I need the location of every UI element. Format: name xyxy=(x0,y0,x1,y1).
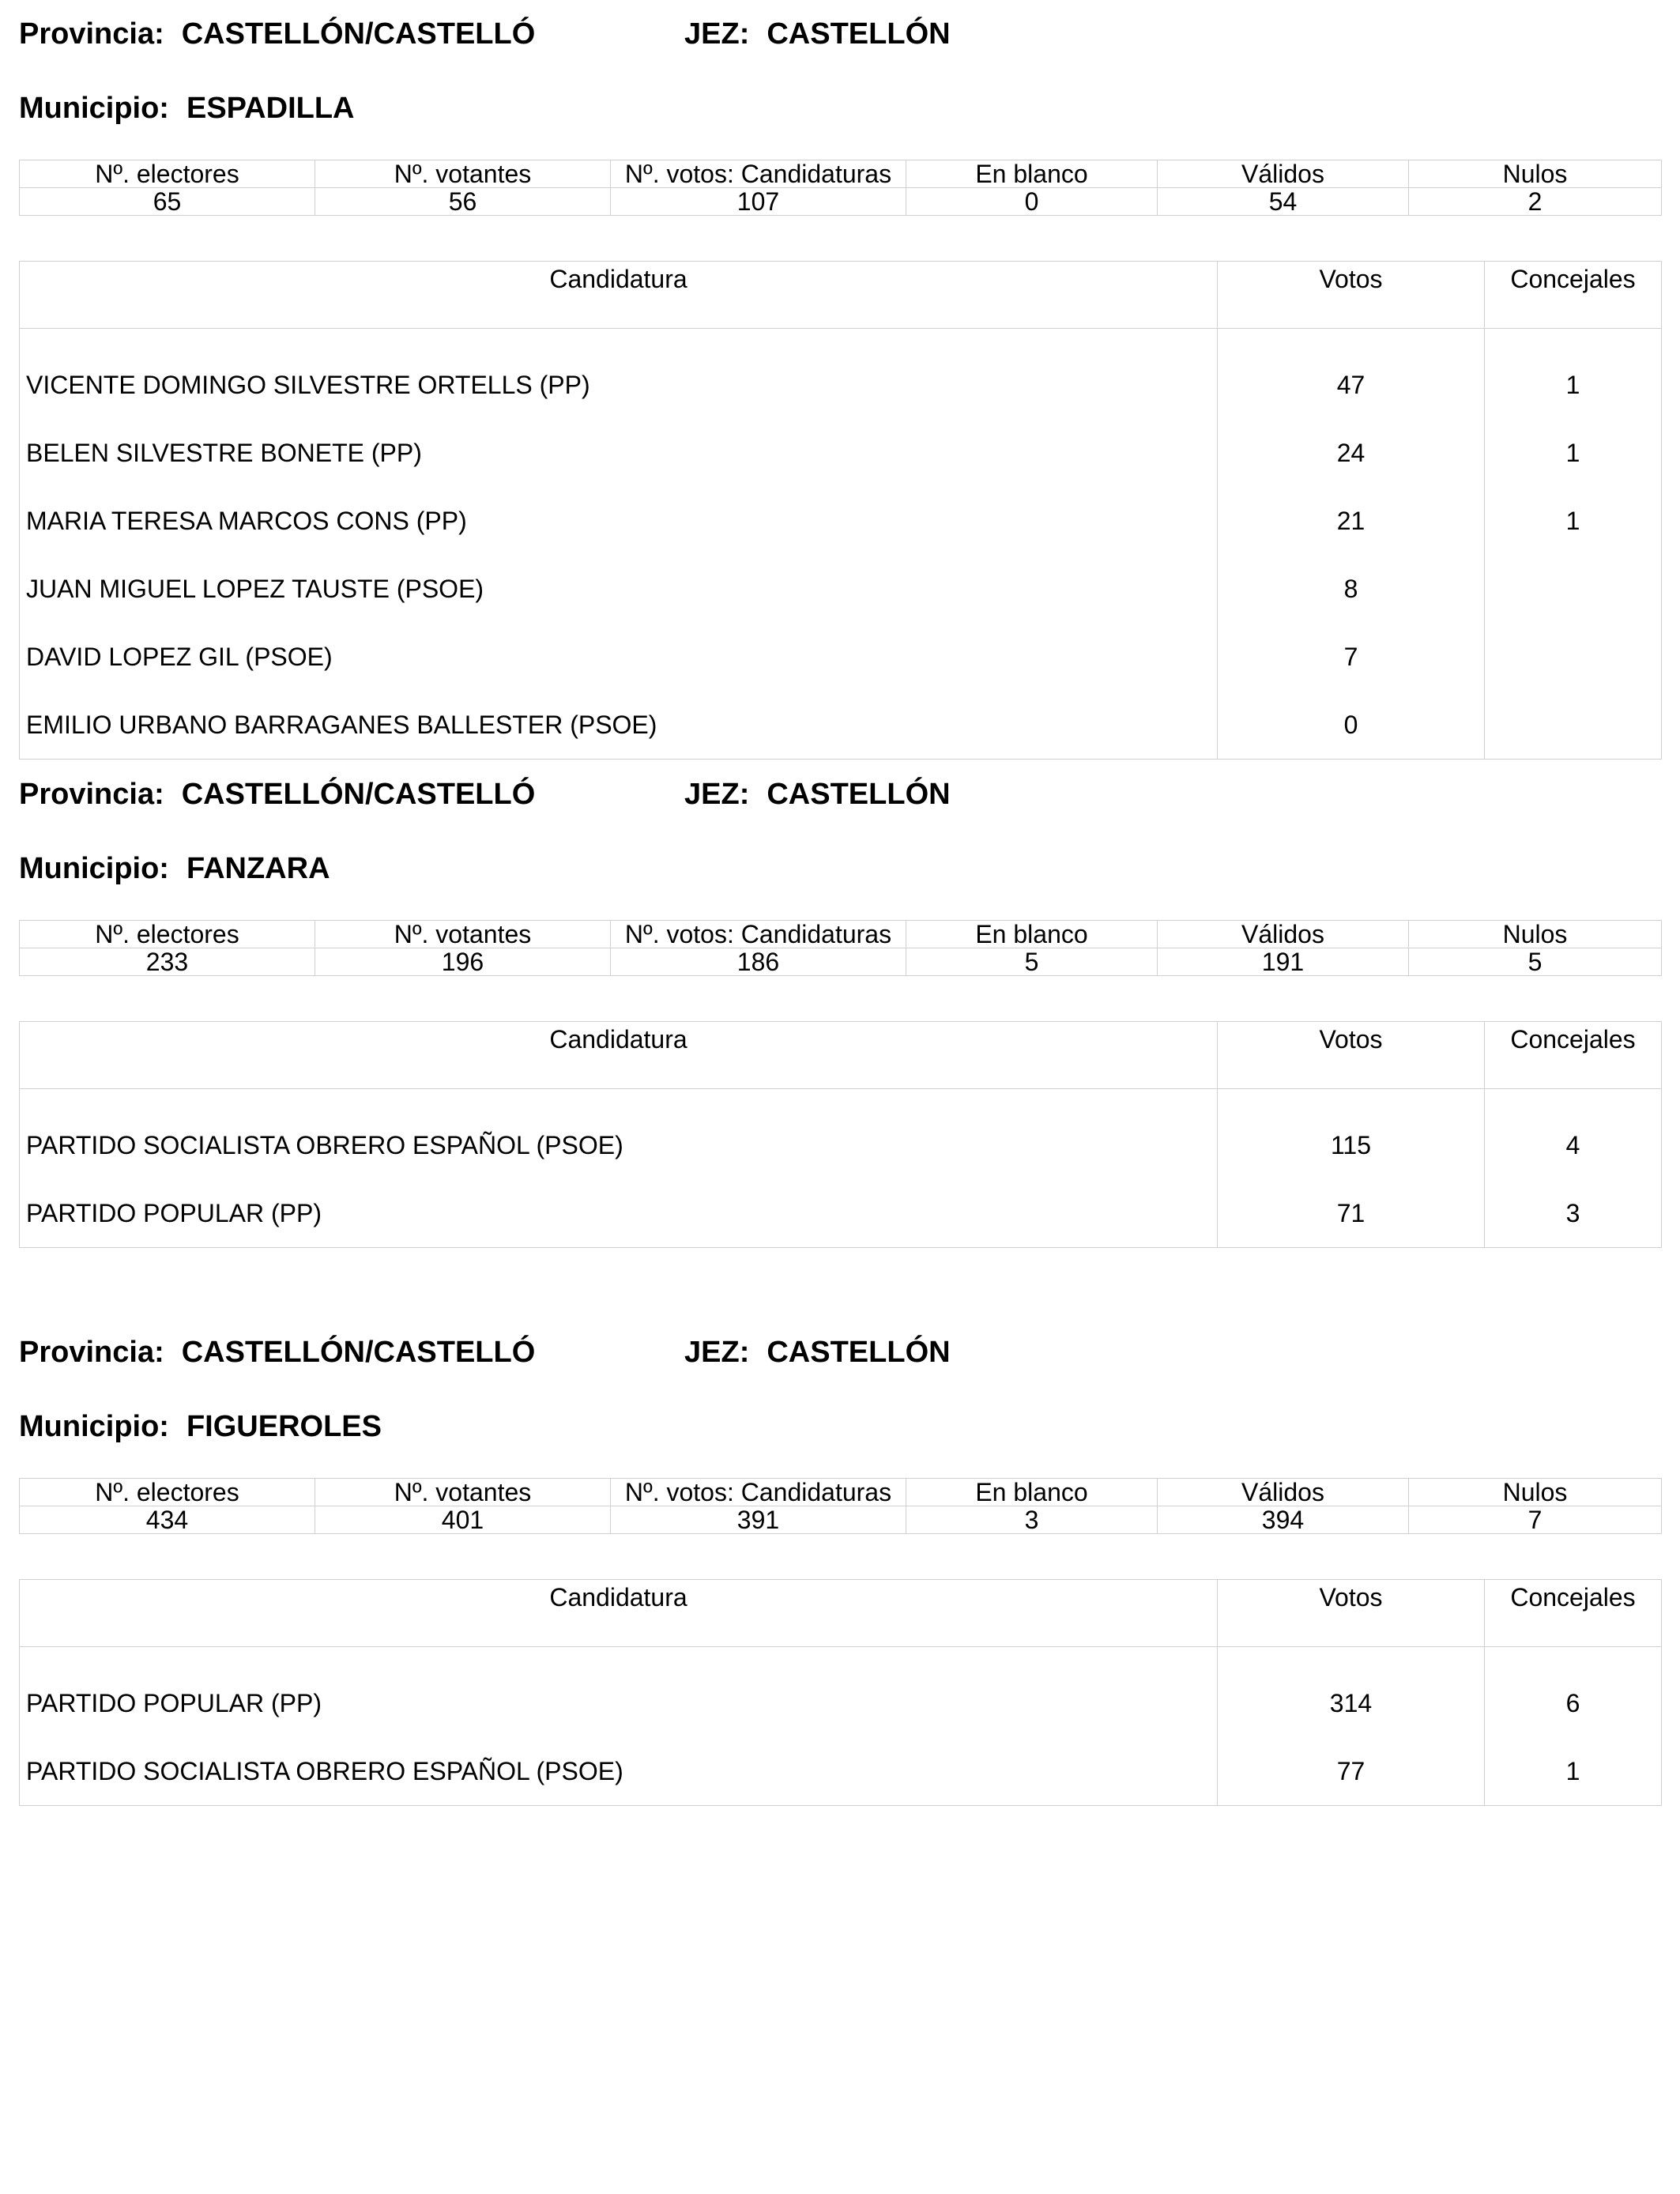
stats-value-row xyxy=(20,1506,1662,1534)
col-candidatura: Candidatura xyxy=(20,262,1218,329)
provincia-line xyxy=(19,775,537,814)
municipio-line xyxy=(19,89,355,128)
provincia-value: CASTELLÓN/CASTELLÓ xyxy=(181,17,536,51)
table-row xyxy=(20,487,1662,555)
col-concejales: Concejales xyxy=(1485,262,1662,329)
stats-header: Nº. electores xyxy=(20,160,315,188)
candidates-header-row xyxy=(20,1022,1662,1089)
candidate-name: BELEN SILVESTRE BONETE (PP) xyxy=(20,419,1218,487)
table-row xyxy=(20,329,1662,420)
jez-line xyxy=(684,1333,951,1372)
stats-value: 65 xyxy=(20,188,315,216)
stats-header: Nº. electores xyxy=(20,1479,315,1506)
stats-value: 54 xyxy=(1158,188,1409,216)
candidate-votos: 21 xyxy=(1218,487,1485,555)
jez-label: JEZ: xyxy=(684,778,750,811)
section-fanzara xyxy=(19,775,1661,1227)
section-espadilla xyxy=(19,14,1661,739)
stats-header: Nº. votos: Candidaturas xyxy=(611,1479,906,1506)
municipio-value: FIGUEROLES xyxy=(186,1410,382,1443)
stats-value: 5 xyxy=(906,948,1158,976)
table-row xyxy=(20,623,1662,691)
candidate-votos: 0 xyxy=(1218,691,1485,760)
candidate-concejales: 3 xyxy=(1485,1179,1662,1248)
table-row xyxy=(20,691,1662,760)
provincia-line xyxy=(19,1333,537,1372)
candidate-concejales: 4 xyxy=(1485,1089,1662,1180)
jez-value: CASTELLÓN xyxy=(767,1336,951,1369)
stats-value: 5 xyxy=(1409,948,1662,976)
stats-value: 401 xyxy=(315,1506,611,1534)
jez-label: JEZ: xyxy=(684,1336,750,1369)
candidates-table xyxy=(19,1021,1662,1248)
table-row xyxy=(20,1089,1662,1180)
stats-header: En blanco xyxy=(906,921,1158,948)
candidate-votos: 71 xyxy=(1218,1179,1485,1248)
candidate-concejales: 1 xyxy=(1485,329,1662,420)
stats-value: 2 xyxy=(1409,188,1662,216)
stats-value: 434 xyxy=(20,1506,315,1534)
candidates-table xyxy=(19,261,1662,760)
municipio-value: FANZARA xyxy=(186,852,330,885)
stats-header: Nº. electores xyxy=(20,921,315,948)
municipio-label: Municipio: xyxy=(19,1410,169,1443)
stats-header: Nº. votos: Candidaturas xyxy=(611,160,906,188)
stats-value: 394 xyxy=(1158,1506,1409,1534)
stats-header: Nº. votantes xyxy=(315,1479,611,1506)
stats-value: 107 xyxy=(611,188,906,216)
col-candidatura: Candidatura xyxy=(20,1580,1218,1647)
table-row xyxy=(20,555,1662,623)
candidate-concejales: 1 xyxy=(1485,487,1662,555)
provincia-value: CASTELLÓN/CASTELLÓ xyxy=(181,778,536,811)
table-row xyxy=(20,419,1662,487)
candidate-votos: 47 xyxy=(1218,329,1485,420)
municipio-label: Municipio: xyxy=(19,92,169,125)
jez-label: JEZ: xyxy=(684,17,750,51)
candidate-name: DAVID LOPEZ GIL (PSOE) xyxy=(20,623,1218,691)
candidate-votos: 7 xyxy=(1218,623,1485,691)
stats-header: Nulos xyxy=(1409,160,1662,188)
jez-value: CASTELLÓN xyxy=(767,17,951,51)
municipio-value: ESPADILLA xyxy=(186,92,355,125)
stats-value: 7 xyxy=(1409,1506,1662,1534)
candidate-votos: 77 xyxy=(1218,1737,1485,1806)
candidate-concejales xyxy=(1485,555,1662,623)
stats-header: En blanco xyxy=(906,1479,1158,1506)
col-candidatura: Candidatura xyxy=(20,1022,1218,1089)
stats-value: 191 xyxy=(1158,948,1409,976)
candidates-header-row xyxy=(20,1580,1662,1647)
provincia-label: Provincia: xyxy=(19,1336,164,1369)
stats-value-row xyxy=(20,188,1662,216)
stats-header-row xyxy=(20,160,1662,188)
stats-header: Nº. votantes xyxy=(315,921,611,948)
candidate-votos: 115 xyxy=(1218,1089,1485,1180)
candidate-votos: 8 xyxy=(1218,555,1485,623)
stats-header: Nº. votos: Candidaturas xyxy=(611,921,906,948)
candidate-name: PARTIDO SOCIALISTA OBRERO ESPAÑOL (PSOE) xyxy=(20,1737,1218,1806)
candidate-name: EMILIO URBANO BARRAGANES BALLESTER (PSOE) xyxy=(20,691,1218,760)
stats-value: 196 xyxy=(315,948,611,976)
municipio-label: Municipio: xyxy=(19,852,169,885)
stats-header: En blanco xyxy=(906,160,1158,188)
candidate-votos: 24 xyxy=(1218,419,1485,487)
stats-value: 233 xyxy=(20,948,315,976)
section-figueroles xyxy=(19,1333,1661,1785)
col-concejales: Concejales xyxy=(1485,1022,1662,1089)
stats-header: Válidos xyxy=(1158,921,1409,948)
stats-table xyxy=(19,920,1662,976)
candidate-name: JUAN MIGUEL LOPEZ TAUSTE (PSOE) xyxy=(20,555,1218,623)
provincia-line xyxy=(19,14,537,54)
candidates-table xyxy=(19,1579,1662,1806)
candidate-concejales: 6 xyxy=(1485,1647,1662,1738)
candidate-name: PARTIDO POPULAR (PP) xyxy=(20,1647,1218,1738)
stats-header: Válidos xyxy=(1158,1479,1409,1506)
provincia-label: Provincia: xyxy=(19,778,164,811)
jez-line xyxy=(684,14,951,54)
candidate-name: MARIA TERESA MARCOS CONS (PP) xyxy=(20,487,1218,555)
col-concejales: Concejales xyxy=(1485,1580,1662,1647)
candidate-concejales: 1 xyxy=(1485,419,1662,487)
table-row xyxy=(20,1179,1662,1248)
stats-value: 56 xyxy=(315,188,611,216)
col-votos: Votos xyxy=(1218,1580,1485,1647)
stats-value: 391 xyxy=(611,1506,906,1534)
table-row xyxy=(20,1737,1662,1806)
jez-line xyxy=(684,775,951,814)
candidate-name: PARTIDO SOCIALISTA OBRERO ESPAÑOL (PSOE) xyxy=(20,1089,1218,1180)
candidate-concejales: 1 xyxy=(1485,1737,1662,1806)
table-row xyxy=(20,1647,1662,1738)
stats-header: Nulos xyxy=(1409,921,1662,948)
stats-header-row xyxy=(20,1479,1662,1506)
stats-value: 0 xyxy=(906,188,1158,216)
provincia-value: CASTELLÓN/CASTELLÓ xyxy=(181,1336,536,1369)
col-votos: Votos xyxy=(1218,262,1485,329)
stats-header-row xyxy=(20,921,1662,948)
stats-value-row xyxy=(20,948,1662,976)
candidate-name: PARTIDO POPULAR (PP) xyxy=(20,1179,1218,1248)
stats-value: 3 xyxy=(906,1506,1158,1534)
candidate-concejales xyxy=(1485,623,1662,691)
stats-table xyxy=(19,160,1662,216)
municipio-line xyxy=(19,849,330,888)
col-votos: Votos xyxy=(1218,1022,1485,1089)
candidate-concejales xyxy=(1485,691,1662,760)
stats-table xyxy=(19,1478,1662,1534)
provincia-label: Provincia: xyxy=(19,17,164,51)
stats-header: Nº. votantes xyxy=(315,160,611,188)
stats-value: 186 xyxy=(611,948,906,976)
candidate-name: VICENTE DOMINGO SILVESTRE ORTELLS (PP) xyxy=(20,329,1218,420)
jez-value: CASTELLÓN xyxy=(767,778,951,811)
stats-header: Válidos xyxy=(1158,160,1409,188)
stats-header: Nulos xyxy=(1409,1479,1662,1506)
candidate-votos: 314 xyxy=(1218,1647,1485,1738)
candidates-header-row xyxy=(20,262,1662,329)
municipio-line xyxy=(19,1407,382,1446)
